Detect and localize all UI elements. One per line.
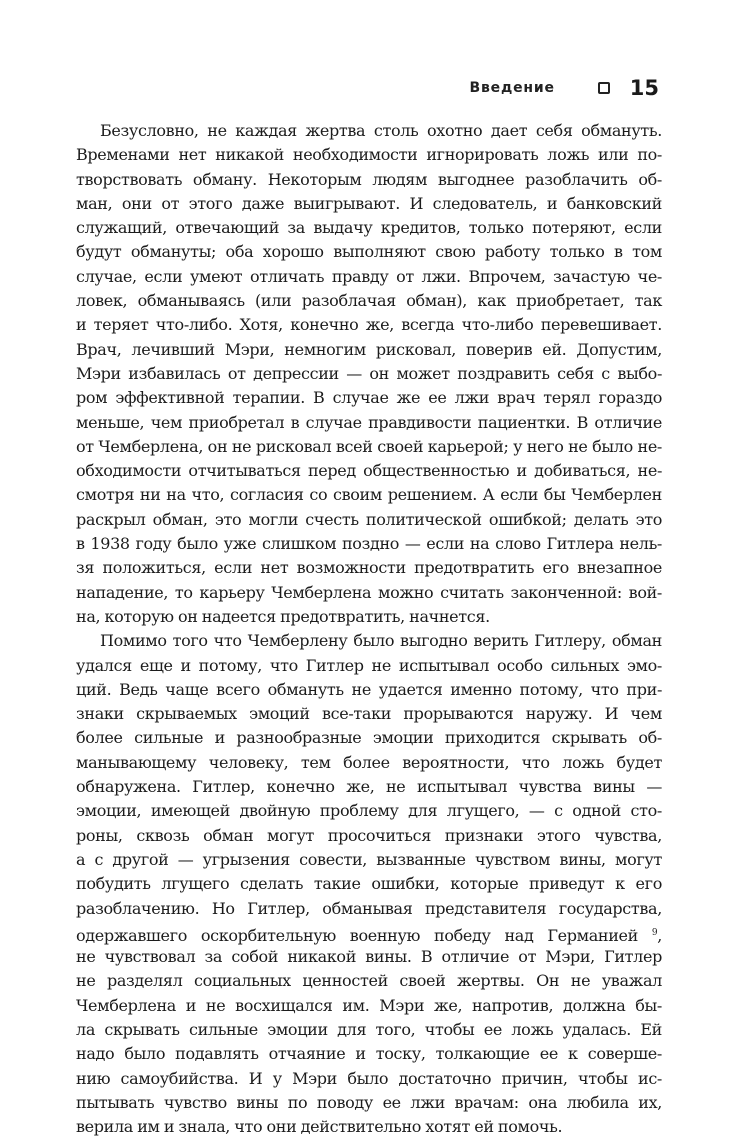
text-line: на, которую он надеется предотвратить, начнется.	[76, 606, 490, 626]
paragraph-1	[76, 119, 662, 629]
text-line: эмоции, имеющей двойную проблему для лгущего, — с одной сто-	[76, 801, 662, 821]
text-line: зя положиться, если нет возможности предотвратить его внезапное	[76, 558, 662, 578]
text-line: роны, сквозь обман могут просочиться признаки этого чувства,	[76, 825, 662, 845]
text-line: Чемберлена и не восхищался им. Мэри же, напротив, должна бы-	[76, 995, 662, 1015]
text-line: манывающему человеку, тем более вероятности, что ложь будет	[76, 752, 662, 772]
text-line: от Чемберлена, он не рисковал всей своей карьерой; у него не было не-	[76, 436, 662, 456]
section-title: Введение	[469, 80, 555, 96]
text-line: ла скрывать сильные эмоции для того, чтобы ее ложь удалась. Ей	[76, 1019, 662, 1039]
text-line: смотря ни на что, согласия со своим решением. А если бы Чемберлен	[76, 485, 662, 505]
text-line: более сильные и разнообразные эмоции приходится скрывать об-	[76, 728, 662, 748]
text-line: будут обмануты; оба хорошо выполняют свою работу только в том	[76, 242, 662, 262]
body-text	[76, 119, 662, 1139]
text-line: Мэри избавилась от депрессии — он может поздравить себя с выбо-	[76, 363, 662, 383]
text-line: пытывать чувство вины по поводу ее лжи врачам: она любила их,	[76, 1092, 662, 1112]
text-line-text: одержавшего оскорбительную военную победу над Германией	[76, 925, 638, 945]
text-line-with-footnote: одержавшего оскорбительную военную победу над Германией $^9$,	[76, 925, 662, 945]
text-line: служащий, отвечающий за выдачу кредитов, только потеряют, если	[76, 218, 662, 238]
text-line: разоблачению. Но Гитлер, обманывая представителя государства,	[76, 898, 662, 918]
text-line: обходимости отчитываться перед общественностью и добиваться, не-	[76, 461, 662, 481]
text-line: в 1938 году было уже слишком поздно — если на слово Гитлера нель-	[76, 534, 662, 554]
text-line: не чувствовал за собой никакой вины. В отличие от Мэри, Гитлер	[76, 947, 662, 967]
text-line: раскрыл обман, это могли счесть политической ошибкой; делать это	[76, 509, 662, 529]
text-line: верила им и знала, что они действительно хотят ей помочь.	[76, 1117, 563, 1137]
footnote-marker[interactable]: 9	[651, 927, 658, 938]
text-line: Безусловно, не каждая жертва столь охотно дает себя обмануть.	[100, 121, 662, 140]
text-line: знаки скрываемых эмоций все-таки прорываются наружу. И чем	[76, 704, 662, 724]
text-line: ловек, обманываясь (или разоблачая обман), как приобретает, так	[76, 291, 662, 311]
text-line: ман, они от этого даже выигрывают. И следователь, и банковский	[76, 193, 662, 213]
text-line: побудить лгущего сделать такие ошибки, которые приведут к его	[76, 874, 662, 894]
text-line: ром эффективной терапии. В случае же ее лжи врач терял гораздо	[76, 388, 662, 408]
text-line: меньше, чем приобретал в случае правдивости пациентки. В отличие	[76, 412, 662, 432]
text-line: нию самоубийства. И у Мэри было достаточно причин, чтобы ис-	[76, 1068, 662, 1088]
text-line: Временами нет никакой необходимости игнорировать ложь или по-	[76, 145, 662, 165]
text-line: а с другой — угрызения совести, вызванные чувством вины, могут	[76, 849, 662, 869]
text-line: удался еще и потому, что Гитлер не испытывал особо сильных эмо-	[76, 655, 662, 675]
running-header	[470, 76, 659, 100]
text-line: обнаружена. Гитлер, конечно же, не испытывал чувства вины —	[76, 777, 662, 797]
text-line: Врач, лечивший Мэри, немногим рисковал, поверив ей. Допустим,	[76, 339, 662, 359]
text-line: и теряет что-либо. Хотя, конечно же, всегда что-либо перевешивает.	[76, 315, 662, 335]
text-line: творствовать обману. Некоторым людям выгоднее разоблачить об-	[76, 169, 662, 189]
text-line: нападение, то карьеру Чемберлена можно считать законченной: вой-	[76, 582, 662, 602]
text-line: надо было подавлять отчаяние и тоску, толкающие ее к соверше-	[76, 1044, 662, 1064]
square-icon	[598, 82, 610, 94]
paragraph-2	[76, 629, 662, 1139]
text-line: Помимо того что Чемберлену было выгодно верить Гитлеру, обман	[100, 631, 662, 651]
text-line: ций. Ведь чаще всего обмануть не удается именно потому, что при-	[76, 679, 662, 699]
text-line: случае, если умеют отличать правду от лжи. Впрочем, зачастую че-	[76, 266, 662, 286]
page-number: 15	[629, 76, 659, 100]
text-line: не разделял социальных ценностей своей жертвы. Он не уважал	[76, 971, 662, 991]
